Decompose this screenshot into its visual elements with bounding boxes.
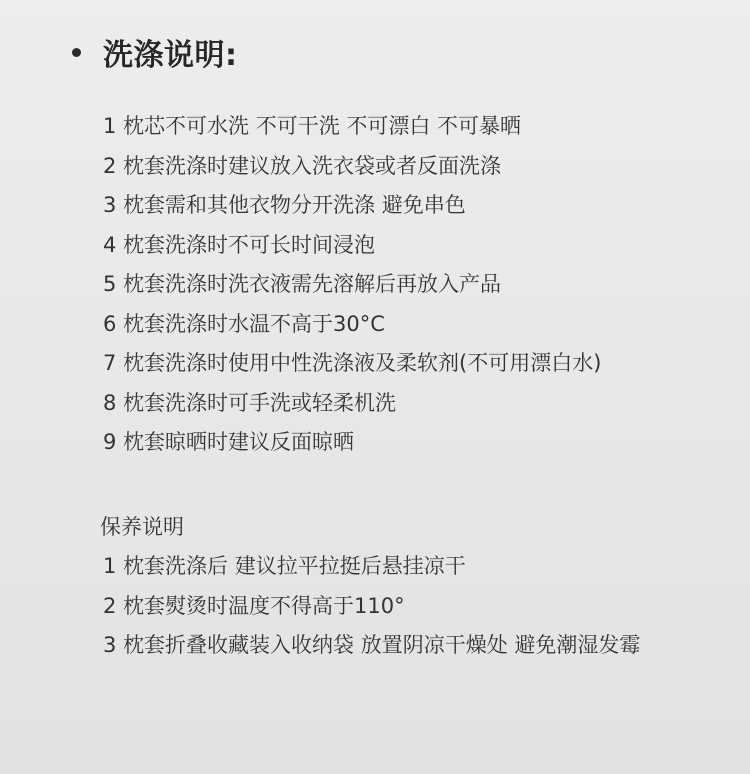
care-instruction-item: 2 枕套熨烫时温度不得高于110°: [103, 593, 405, 618]
wash-instruction-item: 8 枕套洗涤时可手洗或轻柔机洗: [103, 390, 397, 415]
wash-instruction-item: 3 枕套需和其他衣物分开洗涤 避免串色: [103, 193, 466, 217]
care-section-title: 保养说明: [100, 515, 184, 539]
wash-heading-title: 洗涤说明:: [103, 38, 238, 73]
wash-heading: [72, 26, 238, 78]
wash-instruction-item: 2 枕套洗涤时建议放入洗衣袋或者反面洗涤: [103, 153, 502, 178]
care-instruction-item: 3 枕套折叠收藏装入收纳袋 放置阴凉干燥处 避免潮湿发霉: [103, 633, 641, 657]
care-instruction-item: 1 枕套洗涤后 建议拉平拉挺后悬挂凉干: [103, 554, 466, 578]
wash-instruction-item: 9 枕套晾晒时建议反面晾晒: [103, 430, 355, 454]
wash-instruction-item: 1 枕芯不可水洗 不可干洗 不可漂白 不可暴晒: [103, 114, 522, 138]
wash-instruction-item: 7 枕套洗涤时使用中性洗涤液及柔软剂(不可用漂白水): [103, 351, 602, 375]
care-instructions-list: [103, 547, 640, 666]
bullet-icon: [72, 48, 81, 57]
wash-instruction-item: 6 枕套洗涤时水温不高于30°C: [103, 311, 385, 336]
wash-instruction-item: 4 枕套洗涤时不可长时间浸泡: [103, 232, 376, 257]
wash-instruction-item: 5 枕套洗涤时洗衣液需先溶解后再放入产品: [103, 272, 502, 296]
wash-instructions-list: [103, 107, 601, 463]
